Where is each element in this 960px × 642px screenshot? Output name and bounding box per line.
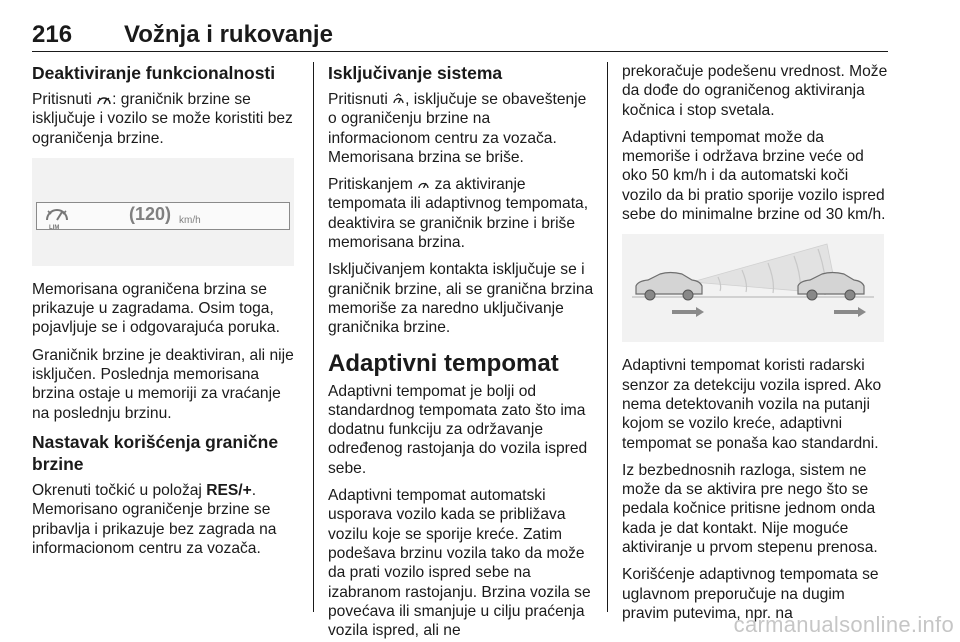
- speed-limiter-icon: [96, 93, 112, 106]
- paragraph: Iz bezbednosnih razloga, sistem ne može da se aktivira pre nego što se pedala kočnice pritisne jednom onda kada je dat kontakt. Nije moguće aktiviranje u prvom stepenu prenosa.: [622, 461, 878, 557]
- direction-arrow-icon: [834, 307, 866, 317]
- column-2: [328, 62, 594, 642]
- chapter-title: Vožnja i rukovanje: [124, 21, 333, 48]
- column-3: [622, 62, 890, 631]
- limiter-display-figure: [32, 158, 294, 266]
- heading-resume: Nastavak korišćenja granične brzine: [32, 431, 279, 474]
- heading-adaptive-cruise: Adaptivni tempomat: [328, 349, 559, 377]
- cruise-control-icon: [417, 178, 430, 191]
- car-icon: [636, 273, 702, 301]
- page-header: [32, 18, 888, 52]
- paragraph: Graničnik brzine je deaktiviran, ali nije isključen. Poslednja memorisana brzina ostaje u memoriji za vraćanje na poslednju brzinu.: [32, 346, 294, 422]
- paragraph: Korišćenje adaptivnog tempomata se uglavnom preporučuje na dugim pravim putevima, npr. na: [622, 566, 879, 622]
- watermark: carmanualsonline.info: [733, 612, 954, 637]
- column-divider: [313, 62, 314, 612]
- limiter-speed-unit: km/h: [179, 214, 201, 226]
- column-1: [32, 62, 298, 566]
- limiter-speed-value: (120): [129, 203, 172, 224]
- radar-diagram: [622, 234, 884, 342]
- paragraph: Isključivanjem kontakta isključuje se i graničnik brzine, ali se granična brzina memoriše za naredno uključivanje graničnika brzine.: [328, 261, 594, 337]
- paragraph: Adaptivni tempomat koristi radarski senzor za detekciju vozila ispred. Ako nema detektovanih vozila na putanji kojom se vozilo kreće, adaptivni tempomat se ponaša kao standardni.: [622, 357, 882, 452]
- paragraph: Adaptivni tempomat automatski usporava vozilo kada se približava vozilu koje se sporije kreće. Zatim podešava brzinu vozila tako da može da prati vozilo ispred sebe na izabranom rastojanju. Brzina vozila se povećava ili smanjuje u cilju praćenja vozila ispred, ali ne: [328, 487, 591, 640]
- paragraph: prekoračuje podešenu vrednost. Može da dođe do ograničenog aktiviranja kočnica i stop svetala.: [622, 63, 888, 119]
- paragraph: Pritisnuti , isključuje se obaveštenje o ograničenju brzine na informacionom centru za vozača. Memorisana brzina se briše.: [328, 91, 587, 166]
- paragraph: Adaptivni tempomat može da memoriše i održava brzine veće od oko 50 km/h i da automatski koči vozilo da bi pratio sporije vozilo ispred sebe do minimalne brzine od 30 km/h.: [622, 128, 886, 224]
- heading-system-off: Isključivanje sistema: [328, 63, 503, 83]
- limiter-label: LIM: [49, 224, 60, 231]
- paragraph: Pritiskanjem za aktiviranje tempomata ili adaptivnog tempomata, deaktivira se graničnik brzine i briše memorisana brzina.: [328, 176, 589, 252]
- heading-deactivation: Deaktiviranje funkcionalnosti: [32, 63, 276, 83]
- paragraph: Okrenuti točkić u položaj RES/+. Memorisano ograničenje brzine se pribavlja i prikazuje bez zagrada na informacionom centru za vozača.: [32, 481, 277, 557]
- page-number: 216: [32, 21, 73, 48]
- speed-limiter-icon: [392, 93, 405, 106]
- paragraph: Memorisana ograničena brzina se prikazuje u zagradama. Osim toga, pojavljuje se i odgovarajuća poruka.: [32, 280, 280, 337]
- column-divider: [607, 62, 608, 612]
- direction-arrow-icon: [672, 307, 704, 317]
- limiter-display-bar: [36, 202, 290, 230]
- paragraph: Pritisnuti : graničnik brzine se isključuje i vozilo se može koristiti bez ograničenja brzine.: [32, 91, 293, 147]
- radar-following-car-illustration: [622, 234, 884, 342]
- paragraph: Adaptivni tempomat je bolji od standardnog tempomata zato što ima dodatnu funkciju za održavanje određenog rastojanja do vozila ispred sebe.: [328, 382, 588, 477]
